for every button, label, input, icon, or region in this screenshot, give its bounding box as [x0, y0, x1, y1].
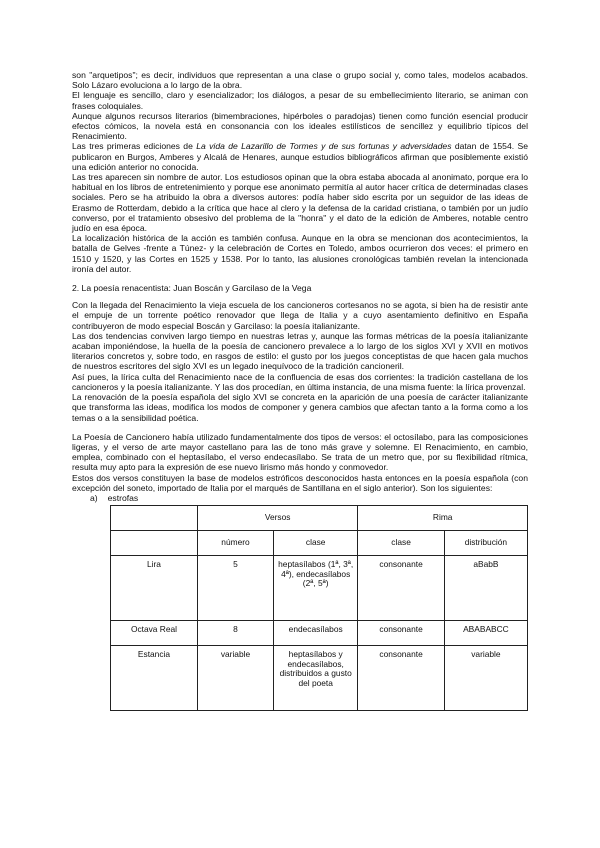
- header-rima: Rima: [358, 506, 528, 531]
- row-name: Lira: [111, 556, 198, 621]
- row-distribucion: ABABABCC: [444, 621, 527, 646]
- editions-text-after: datan de 1554. Se publicaron en Burgos, Amberes y Alcalá de Henares, aunque estudios bibliográficos afirman que posiblemente existió una edición anterior no conocida.: [72, 141, 528, 172]
- editions-text-before: Las tres primeras ediciones de: [72, 141, 197, 152]
- paragraph-language: El lenguaje es sencillo, claro y esencializador; los diálogos, a pesar de su embellecimiento literario, se animan con frases coloquiales.: [72, 90, 528, 111]
- paragraph-renovation: La renovación de la poesía española del siglo XVI se concreta en la aparición de una poesía de carácter italianizante que transforma las ideas, modifica los modos de componer y genera cambios que afectan tanto a la forma como a los temas o a la sensibilidad poética.: [72, 392, 528, 423]
- table-row: [111, 646, 528, 711]
- row-clase: heptasílabos y endecasílabos, distribuidos a gusto del poeta: [274, 646, 358, 711]
- strophes-table: [110, 505, 528, 711]
- table-row: [111, 556, 528, 621]
- table-corner-cell: [111, 506, 198, 531]
- table-sub-header-row: [111, 531, 528, 556]
- row-rima-clase: consonante: [358, 646, 444, 711]
- row-name: Estancia: [111, 646, 198, 711]
- paragraph-strophic-models: Estos dos versos constituyen la base de modelos estróficos desconocidos hasta entonces en la poesía española (con excepción del soneto, importado de Italia por el marqués de Santillana en el siglo anterior). Son los siguientes:: [72, 472, 528, 493]
- row-clase: heptasílabos (1ª, 3ª, 4ª), endecasílabos (2ª, 5ª): [274, 556, 358, 621]
- document-page: [72, 70, 528, 711]
- table-row: [111, 621, 528, 646]
- row-rima-clase: consonante: [358, 621, 444, 646]
- row-name: Octava Real: [111, 621, 198, 646]
- row-distribucion: aBabB: [444, 556, 527, 621]
- paragraph-authorship: Las tres aparecen sin nombre de autor. Los estudiosos opinan que la obra estaba abocada al anonimato, porque era lo habitual en los libros de entretenimiento y porque ese anonimato permitía al autor hacer crítica de determinadas clases sociales. Pero se ha atribuido la obra a diversos autores: podía haber sido escrita por un seguidor de las ideas de Erasmo de Rotterdam, debido a la crítica que hace al clero y la defensa de la caridad cristiana, o también por un judío converso, por el tratamiento obsesivo del problema de la "honra" y el dato de la edición de Amberes, notable centro judío en esa época.: [72, 172, 528, 234]
- row-numero: 8: [197, 621, 273, 646]
- section-heading: 2. La poesía renacentista: Juan Boscán y Garcilaso de la Vega: [72, 283, 312, 294]
- paragraph-literary-resources: Aunque algunos recursos literarios (bimembraciones, hipérboles o paradojas) tienen como función esencial producir efectos cómicos, la novela está en consonancia con los ideales estilísticos de sencillez y equilibrio típicos del Renacimiento.: [72, 110, 528, 142]
- row-numero: variable: [197, 646, 273, 711]
- paragraph-confluence: Así pues, la lírica culta del Renacimiento nace de la confluencia de esas dos corrientes: la tradición castellana de los cancioneros y la poesía italianizante. Y las dos procedían, en última instancia, de una misma fuente: la lírica provenzal.: [72, 371, 528, 392]
- paragraph-renaissance-arrival: Con la llegada del Renacimiento la vieja escuela de los cancioneros cortesanos no se agota, si bien ha de resistir ante el empuje de un torrente poético renovador que llega de Italia y a cuyo asentamiento definitivo en España contribuyeron de modo especial Boscán y Garcilaso: la poesía italianizante.: [72, 300, 528, 331]
- header-clase: clase: [274, 531, 358, 556]
- list-label: estrofas: [107, 492, 139, 503]
- table-empty-cell: [111, 531, 198, 556]
- list-item-estrofas: [90, 493, 528, 503]
- paragraph-editions: [72, 141, 528, 172]
- paragraph-characters: son "arquetipos"; es decir, individuos que representan a una clase o grupo social y, como tales, modelos acabados. Solo Lázaro evoluciona a lo largo de la obra.: [72, 70, 528, 91]
- row-numero: 5: [197, 556, 273, 621]
- row-distribucion: variable: [444, 646, 527, 711]
- book-title: La vida de Lazarillo de Tormes y de sus fortunas y adversidades: [196, 141, 452, 152]
- row-clase: endecasílabos: [274, 621, 358, 646]
- header-distribucion: distribución: [444, 531, 527, 556]
- list-marker: a): [90, 492, 98, 503]
- header-versos: Versos: [197, 506, 357, 531]
- row-rima-clase: consonante: [358, 556, 444, 621]
- paragraph-verse-types: La Poesía de Cancionero había utilizado fundamentalmente dos tipos de versos: el octosílabo, para las composiciones ligeras, y el verso de arte mayor castellano para las de tono más grave y solemne. El Renacimiento, en cambio, emplea, combinado con el heptasílabo, el verso endecasílabo. Se trata de un metro que, por su flexibilidad rítmica, resulta muy apto para la expresión de ese nuevo lirismo más hondo y conmovedor.: [72, 431, 528, 473]
- table-group-header-row: [111, 506, 528, 531]
- paragraph-two-tendencies: Las dos tendencias conviven largo tiempo en nuestras letras y, aunque las formas métricas de la poesía italianizante acaban imponiéndose, la huella de la poesía de cancionero prevalece a lo largo de los siglos XVI y XVII en motivos literarios concretos y, sobre todo, en rasgos de estilo: el gusto por los juegos conceptistas de que hacen gala muchos de nuestros escritores del siglo XVI es un legado inequívoco de la tradición cancioneril.: [72, 330, 528, 372]
- header-rima-clase: clase: [358, 531, 444, 556]
- header-numero: número: [197, 531, 273, 556]
- paragraph-historical-location: La localización histórica de la acción es también confusa. Aunque en la obra se mencionan dos acontecimientos, la batalla de Gelves -frente a Túnez- y la celebración de Cortes en Toledo, ambos ocurrieron dos veces: el primero en 1510 y 1520, y las Cortes en 1525 y 1538. Por lo tanto, las alusiones cronológicas también revelan la intencionada ironía del autor.: [72, 233, 528, 274]
